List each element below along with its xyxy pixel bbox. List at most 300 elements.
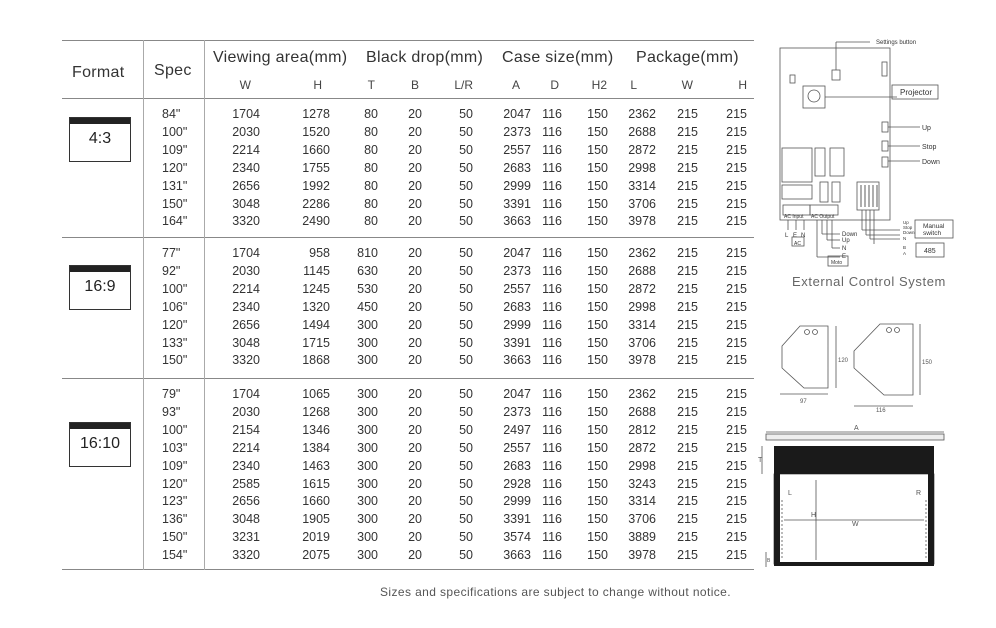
table-cell: 116 [542, 246, 562, 260]
table-cell: 1320 [302, 299, 330, 314]
table-cell: 215 [677, 317, 698, 332]
table-cell: 3706 [628, 512, 656, 527]
table-cell: 2998 [628, 299, 656, 314]
table-cell: 215 [726, 387, 747, 401]
table-cell: 2999 [503, 317, 531, 332]
table-cell: 1268 [302, 404, 330, 419]
table-cell: 50 [459, 281, 473, 296]
table-cell: 530 [357, 281, 378, 296]
switch-up-label: Up [903, 220, 909, 225]
format-label: 16:9 [84, 278, 116, 295]
table-cell: 215 [726, 512, 747, 527]
format-badge-16-10 [69, 422, 131, 467]
table-cell: 3048 [232, 335, 260, 350]
table-cell: 50 [459, 387, 473, 401]
table-cell: 80 [364, 196, 378, 211]
table-cell: 2688 [628, 124, 656, 139]
format-badge-16-9 [69, 265, 131, 310]
table-cell: 2656 [232, 317, 260, 332]
manual-switch-terminal [857, 182, 879, 210]
table-cell: 2373 [503, 263, 531, 278]
down-label: Down [922, 159, 940, 166]
dimension-b-label: B [767, 558, 771, 564]
table-cell: 2362 [628, 107, 656, 121]
table-cell: 2656 [232, 494, 260, 509]
manual-switch-label-2: switch [923, 230, 942, 237]
n-label: N [801, 233, 806, 239]
switch-down-label: Down [903, 230, 915, 235]
bottom-border [774, 562, 934, 566]
table-cell: 300 [357, 335, 378, 350]
table-cell: 2340 [232, 299, 260, 314]
table-cell: 150 [587, 422, 608, 437]
e-label: E [793, 233, 798, 239]
table-cell: 2683 [503, 160, 531, 175]
table-cell: 2019 [302, 530, 330, 545]
table-cell: 116 [542, 353, 562, 368]
table-cell: 80 [364, 214, 378, 229]
table-cell: 1704 [232, 246, 260, 260]
table-cell: 215 [677, 299, 698, 314]
spec-cell: 100" [162, 124, 188, 139]
table-cell: 50 [459, 422, 473, 437]
table-cell: 2683 [503, 458, 531, 473]
dimension-w-label: W [852, 521, 859, 528]
table-cell: 50 [459, 404, 473, 419]
table-cell: 50 [459, 214, 473, 229]
small-case-width: 97 [800, 399, 807, 405]
table-cell: 3574 [503, 530, 531, 545]
table-cell: 2872 [628, 281, 656, 296]
table-cell: 116 [542, 335, 562, 350]
table-cell: 2688 [628, 404, 656, 419]
table-cell: 3048 [232, 512, 260, 527]
table-cell: 215 [677, 440, 698, 455]
dimension-l-label: L [788, 490, 792, 497]
table-cell: 116 [542, 422, 562, 437]
right-border [928, 474, 934, 564]
table-cell: 215 [677, 548, 698, 563]
table-cell: 116 [542, 160, 562, 175]
table-cell: 20 [408, 142, 422, 157]
table-cell: 3243 [628, 476, 656, 491]
table-cell: 300 [357, 512, 378, 527]
format-badge-4-3 [69, 117, 131, 162]
output-up-label: Up [842, 238, 850, 244]
table-cell: 150 [587, 404, 608, 419]
table-cell: 116 [542, 458, 562, 473]
table-cell: 215 [677, 387, 698, 401]
table-cell: 20 [408, 196, 422, 211]
switch-b-label: B [903, 245, 907, 250]
table-cell: 2998 [628, 160, 656, 175]
table-cell: 3663 [503, 214, 531, 229]
table-cell: 215 [726, 142, 747, 157]
spec-cell: 106" [162, 299, 188, 314]
table-cell: 215 [677, 178, 698, 193]
table-cell: 2047 [503, 246, 531, 260]
table-cell: 2214 [232, 142, 260, 157]
table-cell: 2047 [503, 387, 531, 401]
table-cell: 116 [542, 530, 562, 545]
table-cell: 215 [726, 530, 747, 545]
output-down-label: Down [842, 232, 858, 238]
table-cell: 3978 [628, 548, 656, 563]
table-cell: 3320 [232, 214, 260, 229]
sub-header-2: T [367, 78, 375, 92]
table-cell: 150 [587, 299, 608, 314]
table-cell: 2497 [503, 422, 531, 437]
switch-n-label: N [903, 236, 907, 241]
dimension-h-label: H [811, 512, 817, 519]
table-cell: 215 [726, 124, 747, 139]
table-cell: 300 [357, 530, 378, 545]
table-cell: 116 [542, 548, 562, 563]
table-cell: 2872 [628, 440, 656, 455]
table-cell: 3706 [628, 196, 656, 211]
table-cell: 116 [542, 404, 562, 419]
sub-header-4: L/R [454, 78, 473, 92]
table-cell: 2214 [232, 281, 260, 296]
table-cell: 2030 [232, 263, 260, 278]
table-cell: 20 [408, 281, 422, 296]
table-cell: 80 [364, 124, 378, 139]
table-cell: 50 [459, 512, 473, 527]
format-label: 16:10 [79, 435, 121, 452]
table-cell: 116 [542, 142, 562, 157]
table-cell: 20 [408, 160, 422, 175]
table-cell: 1346 [302, 422, 330, 437]
sub-header-9: W [681, 78, 693, 92]
table-cell: 215 [726, 178, 747, 193]
table-cell: 2928 [503, 476, 531, 491]
table-cell: 1704 [232, 107, 260, 121]
table-cell: 300 [357, 458, 378, 473]
sub-header-8: L [630, 78, 637, 92]
table-cell: 116 [542, 494, 562, 509]
table-cell: 2683 [503, 299, 531, 314]
projector-label: Projector [900, 88, 933, 97]
ac-input-label: AC Input [784, 214, 804, 220]
table-cell: 215 [726, 214, 747, 229]
table-cell: 2030 [232, 404, 260, 419]
table-cell: 150 [587, 548, 608, 563]
table-cell: 2214 [232, 440, 260, 455]
table-cell: 1463 [302, 458, 330, 473]
table-cell: 300 [357, 548, 378, 563]
table-cell: 150 [587, 512, 608, 527]
spec-cell: 79" [162, 387, 181, 401]
sub-header-1: H [313, 78, 322, 92]
table-cell: 215 [677, 530, 698, 545]
table-cell: 2998 [628, 458, 656, 473]
rs485-label: 485 [924, 248, 936, 255]
format-col-divider [143, 40, 144, 570]
spec-cell: 164" [162, 214, 188, 229]
switch-a-label: A [903, 251, 907, 256]
external-control-diagram [770, 30, 970, 270]
switch-stop-label: Stop [903, 225, 913, 230]
table-cell: 116 [542, 124, 562, 139]
spec-cell: 100" [162, 422, 188, 437]
table-cell: 50 [459, 142, 473, 157]
table-cell: 20 [408, 458, 422, 473]
table-cell: 50 [459, 353, 473, 368]
table-bottom-border [62, 569, 754, 570]
spec-cell: 120" [162, 476, 188, 491]
table-cell: 3391 [503, 196, 531, 211]
spec-col-divider [204, 40, 205, 570]
table-cell: 3978 [628, 214, 656, 229]
format-label: 4:3 [88, 130, 112, 147]
table-cell: 150 [587, 196, 608, 211]
table-cell: 215 [726, 263, 747, 278]
spec-cell: 109" [162, 142, 188, 157]
table-cell: 20 [408, 246, 422, 260]
ac-output-label: AC Output [811, 214, 835, 220]
spec-cell: 123" [162, 494, 188, 509]
spec-cell: 150" [162, 196, 188, 211]
spec-cell: 133" [162, 335, 188, 350]
spec-cell: 120" [162, 160, 188, 175]
table-cell: 3978 [628, 353, 656, 368]
table-cell: 215 [677, 404, 698, 419]
table-cell: 215 [677, 281, 698, 296]
table-cell: 450 [357, 299, 378, 314]
table-cell: 215 [726, 246, 747, 260]
sub-header-3: B [410, 78, 419, 92]
table-cell: 150 [587, 494, 608, 509]
table-cell: 2373 [503, 404, 531, 419]
table-cell: 300 [357, 440, 378, 455]
sub-header-6: D [550, 78, 559, 92]
table-cell: 215 [726, 160, 747, 175]
moto-label: Moto [831, 260, 843, 266]
table-cell: 1384 [302, 440, 330, 455]
table-cell: 3889 [628, 530, 656, 545]
table-cell: 3314 [628, 494, 656, 509]
spec-cell: 120" [162, 317, 188, 332]
table-cell: 116 [542, 196, 562, 211]
small-case-height: 120 [838, 358, 849, 364]
table-cell: 3663 [503, 548, 531, 563]
table-cell: 215 [726, 548, 747, 563]
table-cell: 2075 [302, 548, 330, 563]
table-cell: 300 [357, 476, 378, 491]
table-cell: 1715 [302, 335, 330, 350]
spec-cell: 100" [162, 281, 188, 296]
table-cell: 50 [459, 263, 473, 278]
table-cell: 2557 [503, 281, 531, 296]
table-cell: 2362 [628, 387, 656, 401]
table-cell: 958 [309, 246, 330, 260]
table-cell: 50 [459, 124, 473, 139]
table-cell: 215 [726, 196, 747, 211]
dimension-r-label: R [916, 490, 922, 497]
output-n-label: N [842, 246, 847, 252]
table-cell: 150 [587, 263, 608, 278]
table-cell: 215 [677, 214, 698, 229]
table-cell: 215 [677, 263, 698, 278]
table-cell: 215 [726, 458, 747, 473]
table-cell: 215 [726, 317, 747, 332]
table-cell: 2490 [302, 214, 330, 229]
table-cell: 2585 [232, 476, 260, 491]
table-cell: 300 [357, 387, 378, 401]
table-cell: 3663 [503, 353, 531, 368]
header-bottom-border [62, 98, 754, 99]
table-cell: 80 [364, 178, 378, 193]
table-cell: 3048 [232, 196, 260, 211]
table-cell: 20 [408, 214, 422, 229]
table-cell: 215 [677, 160, 698, 175]
table-cell: 3320 [232, 353, 260, 368]
table-cell: 1615 [302, 476, 330, 491]
table-cell: 215 [677, 124, 698, 139]
manual-switch-label-1: Manual [923, 223, 945, 230]
table-cell: 215 [726, 281, 747, 296]
sub-header-5: A [511, 78, 520, 92]
sub-header-0: W [239, 78, 251, 92]
large-case-height: 150 [922, 360, 933, 366]
table-cell: 2656 [232, 178, 260, 193]
case-profile-diagrams [770, 318, 950, 418]
spec-cell: 131" [162, 178, 188, 193]
table-cell: 1065 [302, 387, 330, 401]
ac-label: AC [794, 241, 801, 247]
table-cell: 50 [459, 440, 473, 455]
table-cell: 215 [677, 494, 698, 509]
table-cell: 50 [459, 246, 473, 260]
table-cell: 215 [677, 476, 698, 491]
table-cell: 215 [677, 422, 698, 437]
table-cell: 50 [459, 317, 473, 332]
table-cell: 2557 [503, 142, 531, 157]
table-cell: 50 [459, 107, 473, 121]
screen-surface [774, 474, 934, 564]
external-control-caption: External Control System [792, 274, 946, 289]
table-cell: 810 [357, 246, 378, 260]
table-cell: 215 [726, 422, 747, 437]
table-cell: 1704 [232, 387, 260, 401]
table-cell: 20 [408, 476, 422, 491]
table-cell: 2286 [302, 196, 330, 211]
dimension-t-label: T [758, 457, 763, 464]
table-cell: 50 [459, 299, 473, 314]
spec-cell: 109" [162, 458, 188, 473]
table-cell: 150 [587, 387, 608, 401]
table-cell: 215 [726, 353, 747, 368]
dimension-a-label: A [854, 425, 859, 432]
table-cell: 116 [542, 178, 562, 193]
table-cell: 3231 [232, 530, 260, 545]
group-divider [62, 378, 754, 379]
table-cell: 215 [677, 353, 698, 368]
table-cell: 20 [408, 317, 422, 332]
table-cell: 300 [357, 494, 378, 509]
table-cell: 300 [357, 422, 378, 437]
table-cell: 215 [677, 512, 698, 527]
table-cell: 3320 [232, 548, 260, 563]
table-cell: 50 [459, 494, 473, 509]
table-cell: 20 [408, 512, 422, 527]
badge-bar [70, 118, 130, 124]
table-cell: 2340 [232, 160, 260, 175]
table-cell: 116 [542, 476, 562, 491]
spec-cell: 136" [162, 512, 188, 527]
table-cell: 1868 [302, 353, 330, 368]
table-cell: 116 [542, 107, 562, 121]
spec-cell: 150" [162, 353, 188, 368]
header-case-size: Case size(mm) [502, 49, 614, 66]
case-profile-small [782, 326, 828, 388]
table-cell: 20 [408, 263, 422, 278]
spec-cell: 84" [162, 107, 181, 121]
table-cell: 3314 [628, 178, 656, 193]
table-cell: 80 [364, 160, 378, 175]
table-cell: 116 [542, 281, 562, 296]
header-package: Package(mm) [636, 49, 739, 66]
output-e-label: E [842, 254, 847, 260]
table-cell: 1278 [302, 107, 330, 121]
table-cell: 215 [677, 458, 698, 473]
table-cell: 20 [408, 404, 422, 419]
spec-cell: 103" [162, 440, 188, 455]
table-cell: 215 [726, 299, 747, 314]
table-cell: 80 [364, 107, 378, 121]
table-cell: 1755 [302, 160, 330, 175]
header-viewing-area: Viewing area(mm) [213, 49, 348, 66]
table-cell: 150 [587, 246, 608, 260]
table-cell: 3706 [628, 335, 656, 350]
table-cell: 50 [459, 548, 473, 563]
table-cell: 1660 [302, 494, 330, 509]
table-cell: 116 [542, 299, 562, 314]
screen-case [766, 434, 944, 440]
table-cell: 80 [364, 142, 378, 157]
badge-bar [70, 423, 130, 429]
projector-port-icon [803, 86, 825, 108]
table-cell: 150 [587, 214, 608, 229]
table-cell: 2373 [503, 124, 531, 139]
table-cell: 2047 [503, 107, 531, 121]
table-cell: 150 [587, 458, 608, 473]
table-cell: 3391 [503, 512, 531, 527]
table-cell: 215 [677, 335, 698, 350]
table-cell: 215 [726, 440, 747, 455]
table-cell: 2030 [232, 124, 260, 139]
table-cell: 1520 [302, 124, 330, 139]
table-cell: 20 [408, 494, 422, 509]
table-cell: 20 [408, 107, 422, 121]
table-cell: 116 [542, 512, 562, 527]
spec-cell: 150" [162, 530, 188, 545]
sub-header-7: H2 [591, 78, 607, 92]
table-cell: 215 [726, 476, 747, 491]
table-cell: 3314 [628, 317, 656, 332]
table-cell: 150 [587, 178, 608, 193]
table-cell: 215 [677, 246, 698, 260]
table-cell: 150 [587, 335, 608, 350]
spec-cell: 92" [162, 263, 181, 278]
header-format: Format [72, 64, 125, 81]
table-cell: 20 [408, 353, 422, 368]
table-cell: 116 [542, 317, 562, 332]
table-cell: 20 [408, 422, 422, 437]
table-cell: 2872 [628, 142, 656, 157]
table-cell: 50 [459, 458, 473, 473]
table-cell: 116 [542, 214, 562, 229]
